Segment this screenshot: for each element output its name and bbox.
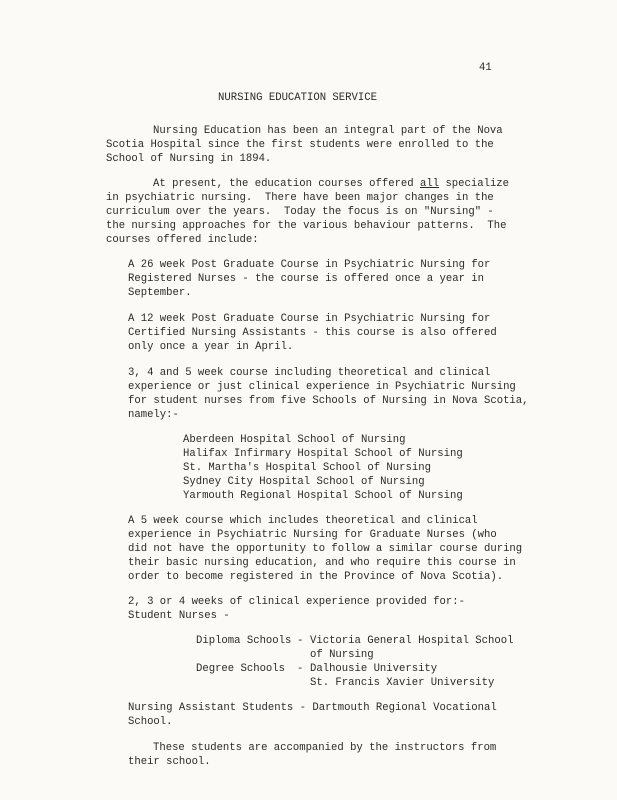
paragraph-line: 3, 4 and 5 week course including theoretical and clinical bbox=[128, 367, 491, 379]
paragraph-line: their school. bbox=[128, 756, 211, 768]
list-item: Aberdeen Hospital School of Nursing bbox=[183, 434, 406, 446]
paragraph-line: curriculum over the years. Today the focus is on "Nursing" - bbox=[106, 206, 494, 218]
paragraph-line: Nursing Assistant Students - Dartmouth Regional Vocational bbox=[128, 702, 497, 714]
paragraph-line: did not have the opportunity to follow a similar course during bbox=[128, 543, 523, 555]
paragraph-line: Certified Nursing Assistants - this course is also offered bbox=[128, 327, 497, 339]
paragraph-line: the nursing approaches for the various behaviour patterns. The bbox=[106, 220, 507, 232]
page-title: NURSING EDUCATION SERVICE bbox=[218, 92, 377, 104]
paragraph-line: These students are accompanied by the instructors from bbox=[153, 742, 497, 754]
diploma-value: of Nursing bbox=[310, 649, 374, 661]
paragraph-line: in psychiatric nursing. There have been major changes in the bbox=[106, 192, 494, 204]
list-item: St. Martha's Hospital School of Nursing bbox=[183, 462, 431, 474]
paragraph-line: namely:- bbox=[128, 409, 179, 421]
paragraph-line: School. bbox=[128, 716, 173, 728]
dash: - bbox=[297, 635, 304, 647]
dash: - bbox=[297, 663, 304, 675]
paragraph-line: September. bbox=[128, 287, 192, 299]
paragraph-line: experience or just clinical experience in Psychiatric Nursing bbox=[128, 381, 516, 393]
paragraph-line: A 5 week course which includes theoretical and clinical bbox=[128, 515, 478, 527]
degree-value: Dalhousie University bbox=[310, 663, 438, 675]
paragraph-line: for student nurses from five Schools of Nursing in Nova Scotia, bbox=[128, 395, 529, 407]
page-number: 41 bbox=[479, 62, 492, 74]
emphasis-text: all bbox=[420, 178, 440, 190]
degree-label: Degree Schools bbox=[196, 663, 286, 675]
paragraph-line: Student Nurses - bbox=[128, 610, 230, 622]
paragraph-line: Scotia Hospital since the first students were enrolled to the bbox=[106, 139, 494, 151]
paragraph-line: A 12 week Post Graduate Course in Psychiatric Nursing for bbox=[128, 313, 491, 325]
paragraph-line: only once a year in April. bbox=[128, 341, 294, 353]
paragraph-line: order to become registered in the Province of Nova Scotia). bbox=[128, 571, 504, 583]
paragraph-line: Nursing Education has been an integral part of the Nova bbox=[153, 125, 503, 137]
paragraph-line: School of Nursing in 1894. bbox=[106, 153, 272, 165]
paragraph-line: 2, 3 or 4 weeks of clinical experience provided for:- bbox=[128, 596, 465, 608]
line-text: At present, the education courses offered bbox=[153, 178, 421, 190]
degree-value: St. Francis Xavier University bbox=[310, 677, 495, 689]
line-text: specialize bbox=[439, 178, 510, 190]
paragraph-line: courses offered include: bbox=[106, 234, 259, 246]
diploma-value: Victoria General Hospital School bbox=[310, 635, 514, 647]
paragraph-line: experience in Psychiatric Nursing for Graduate Nurses (who bbox=[128, 529, 497, 541]
paragraph-line: Registered Nurses - the course is offered once a year in bbox=[128, 273, 485, 285]
list-item: Yarmouth Regional Hospital School of Nursing bbox=[183, 490, 463, 502]
paragraph-line: their basic nursing education, and who require this course in bbox=[128, 557, 516, 569]
diploma-label: Diploma Schools bbox=[196, 635, 292, 647]
paragraph-line: A 26 week Post Graduate Course in Psychiatric Nursing for bbox=[128, 259, 491, 271]
list-item: Halifax Infirmary Hospital School of Nursing bbox=[183, 448, 463, 460]
paragraph-line bbox=[153, 178, 509, 192]
list-item: Sydney City Hospital School of Nursing bbox=[183, 476, 425, 488]
